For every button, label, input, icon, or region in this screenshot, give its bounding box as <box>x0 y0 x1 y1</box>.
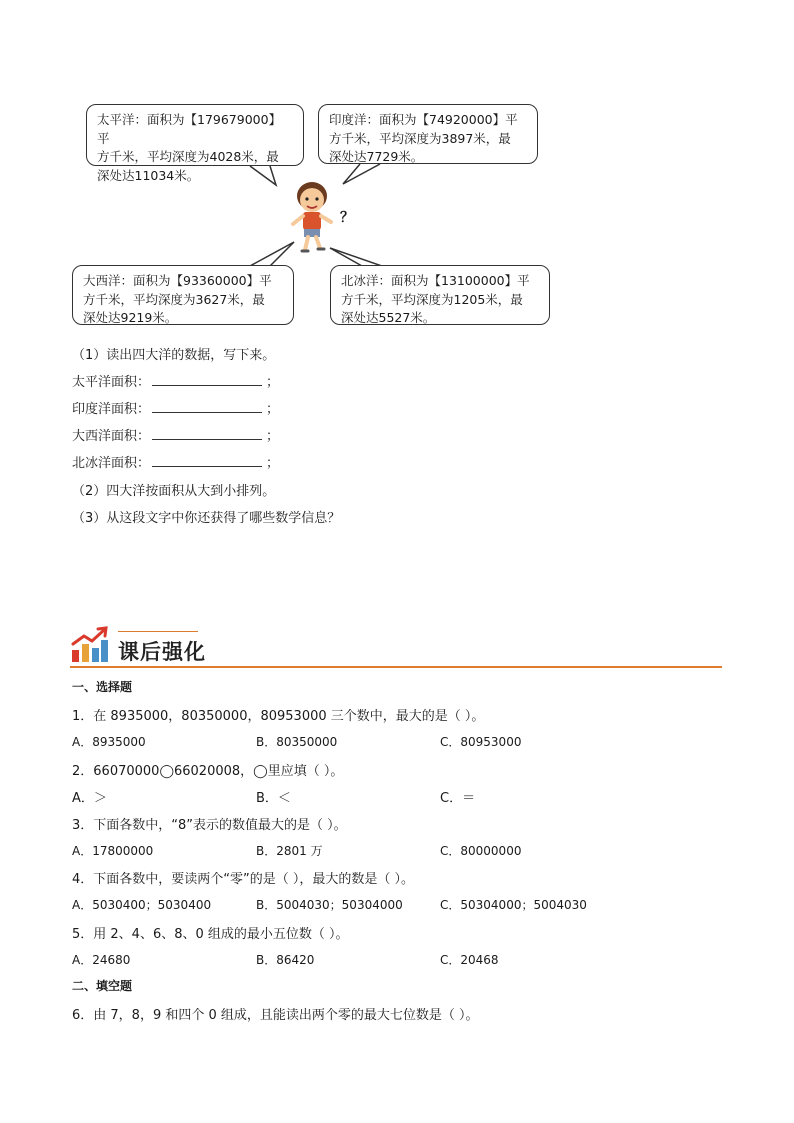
question-2: （2）四大洋按面积从大到小排列。 <box>72 484 276 499</box>
exercise-5-option-b[interactable]: B．86420 <box>256 953 315 967</box>
exercise-5-question: 5．用 2、4、6、8、0 组成的最小五位数（ ）。 <box>72 927 349 942</box>
section-title: 课后强化 <box>118 640 206 664</box>
heading-rule <box>70 666 722 668</box>
arctic-bubble <box>330 265 550 325</box>
exercise-3-option-b[interactable]: B．2801 万 <box>256 844 323 858</box>
exercise-1-question: 1．在 8935000，80350000，80953000 三个数中，最大的是（ ）。 <box>72 709 485 724</box>
answer-end-arctic: ； <box>266 456 280 471</box>
indian-line-3: 深处达7729米。 <box>329 149 424 164</box>
arctic-line-2: 方千米，平均深度为1205米，最 <box>341 291 523 307</box>
exercise-5-option-a[interactable]: A．24680 <box>72 953 131 967</box>
question-mark: ？ <box>340 210 354 226</box>
exercise-1-option-c[interactable]: C．80953000 <box>440 735 522 749</box>
exercise-3-option-a[interactable]: A．17800000 <box>72 844 154 858</box>
answer-row-pacific <box>72 371 279 390</box>
indian-bubble <box>318 104 538 164</box>
atlantic-line-2: 方千米，平均深度为3627米，最 <box>83 291 265 307</box>
exercise-1-option-b[interactable]: B．80350000 <box>256 735 338 749</box>
arctic-line-3: 深处达5527米。 <box>341 310 436 325</box>
answer-row-arctic <box>72 452 279 471</box>
answer-end-atlantic: ； <box>266 429 280 444</box>
answer-blank-arctic[interactable] <box>152 453 262 467</box>
pacific-line-3: 深处达11034米。 <box>97 167 200 183</box>
atlantic-line-3: 深处达9219米。 <box>83 310 178 325</box>
atlantic-bubble <box>72 265 294 325</box>
heading-top-rule <box>118 631 198 632</box>
answer-label-pacific: 太平洋面积： <box>72 375 151 390</box>
exercise-2-option-a[interactable]: A．＞ <box>72 791 107 806</box>
pacific-line-2: 方千米，平均深度为4028米，最 <box>97 149 279 164</box>
answer-row-indian <box>72 398 279 417</box>
exercise-2-option-b[interactable]: B．＜ <box>256 791 291 806</box>
exercise-4-question: 4．下面各数中，要读两个“零”的是（ ），最大的数是（ ）。 <box>72 872 415 887</box>
heading-fill: 二、填空题 <box>72 979 133 993</box>
growth-chart-icon <box>70 626 110 664</box>
answer-end-indian: ； <box>266 402 280 417</box>
exercise-3-option-c[interactable]: C．80000000 <box>440 844 522 858</box>
answer-label-indian: 印度洋面积： <box>72 402 151 417</box>
answer-end-pacific: ； <box>266 375 280 390</box>
answer-blank-pacific[interactable] <box>152 372 262 386</box>
heading-choice: 一、选择题 <box>72 680 133 694</box>
arctic-line-1: 北冰洋：面积为【13100000】平 <box>341 273 530 288</box>
pacific-line-1: 太平洋：面积为【179679000】平 <box>97 112 282 146</box>
answer-row-atlantic <box>72 425 279 444</box>
exercise-3-question: 3．下面各数中，“8”表示的数值最大的是（ ）。 <box>72 818 347 833</box>
exercise-2-option-c[interactable]: C．＝ <box>440 791 476 806</box>
exercise-1-option-a[interactable]: A．8935000 <box>72 735 146 749</box>
exercise-6-question: 6．由 7，8，9 和四个 0 组成，且能读出两个零的最大七位数是（ ）。 <box>72 1008 479 1023</box>
exercise-4-option-a[interactable]: A．5030400；5030400 <box>72 898 212 912</box>
boy-illustration <box>288 178 338 258</box>
question-3: （3）从这段文字中你还获得了哪些数学信息？ <box>72 511 341 526</box>
indian-line-2: 方千米，平均深度为3897米，最 <box>329 130 511 146</box>
exercise-5-option-c[interactable]: C．20468 <box>440 953 499 967</box>
answer-label-arctic: 北冰洋面积： <box>72 456 151 471</box>
answer-label-atlantic: 大西洋面积： <box>72 429 151 444</box>
indian-line-1: 印度洋：面积为【74920000】平 <box>329 112 518 127</box>
question-1: （1）读出四大洋的数据，写下来。 <box>72 348 276 363</box>
answer-blank-atlantic[interactable] <box>152 426 262 440</box>
exercise-4-option-c[interactable]: C．50304000；5004030 <box>440 898 587 912</box>
atlantic-line-1: 大西洋：面积为【93360000】平 <box>83 273 272 288</box>
exercise-2-question: 2．66070000◯66020008，◯里应填（ ）。 <box>72 764 344 779</box>
pacific-bubble <box>86 104 304 183</box>
exercise-4-option-b[interactable]: B．5004030；50304000 <box>256 898 403 912</box>
answer-blank-indian[interactable] <box>152 399 262 413</box>
